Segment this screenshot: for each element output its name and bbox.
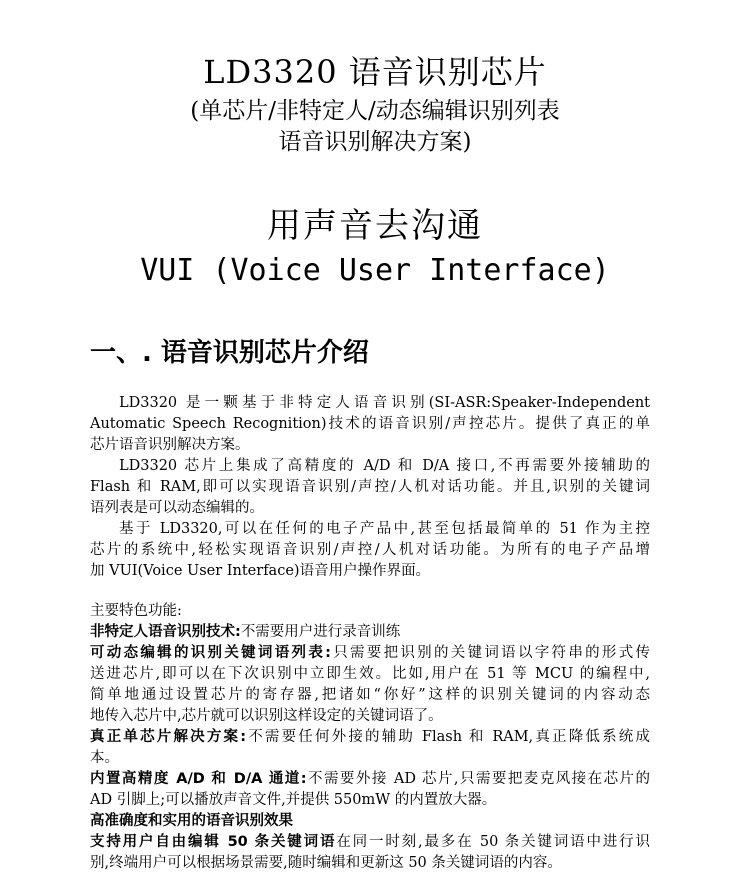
feature-label: 非特定人语音识别技术: — [90, 624, 241, 640]
feature-item — [90, 727, 650, 769]
feature-label: 高准确度和实用的语音识别效果 — [90, 813, 293, 829]
slogan-english: VUI (Voice User Interface) — [140, 253, 610, 288]
paragraph-line: LD3320 芯片上集成了高精度的 A/D 和 D/A 接口,不再需要外接辅助的 — [119, 458, 650, 474]
document-subtitle-line-1: (单芯片/非特定人/动态编辑识别列表 — [190, 98, 560, 124]
document-title: LD3320 语音识别芯片 — [203, 53, 547, 91]
feature-text: 地传入芯片中,芯片就可以识别这样设定的关键词语了。 — [90, 708, 443, 724]
feature-text: 只需要把识别的关键词语以字符串的形式传 — [330, 645, 650, 661]
paragraph-line: 芯片语音识别解决方案。 — [90, 437, 250, 453]
paragraph-line: Automatic Speech Recognition)技术的语音识别/声控芯片。提供了真正的单 — [90, 416, 650, 432]
feature-text: 别,终端用户可以根据场景需要,随时编辑和更新这 50 条关键词语的内容。 — [90, 855, 562, 871]
paragraph-line: 基于 LD3320,可以在任何的电子产品中,甚至包括最简单的 51 作为主控 — [119, 521, 650, 537]
features-heading: 主要特色功能: — [90, 603, 182, 619]
feature-text: 不需要用户进行录音训练 — [240, 624, 401, 640]
feature-item — [90, 643, 650, 727]
feature-text: AD 引脚上;可以播放声音文件,并提供 550mW 的内置放大器。 — [90, 792, 497, 808]
feature-text: 不需要任何外接的辅助 Flash 和 RAM,真正降低系统成 — [246, 729, 650, 745]
feature-label: 可动态编辑的识别关键词语列表: — [90, 645, 331, 661]
paragraph-line: LD3320 是一颗基于非特定人语音识别(SI-ASR:Speaker-Independent — [119, 395, 650, 411]
feature-text: 送进芯片,即可以在下次识别中立即生效。比如,用户在 51 等 MCU 的编程中, — [90, 666, 650, 682]
intro-paragraph-1 — [90, 393, 650, 456]
feature-text: 简单地通过设置芯片的寄存器,把诸如“你好”这样的识别关键词的内容动态 — [90, 687, 650, 703]
paragraph-line: Flash 和 RAM,即可以实现语音识别/声控/人机对话功能。并且,识别的关键词 — [90, 479, 650, 495]
feature-text: 在同一时刻,最多在 50 条关键词语中进行识 — [336, 834, 650, 850]
feature-item — [90, 769, 650, 811]
document-subtitle-line-2: 语音识别解决方案) — [278, 129, 472, 155]
feature-item — [90, 622, 650, 643]
feature-item — [90, 832, 650, 874]
feature-label: 真正单芯片解决方案: — [90, 729, 247, 745]
feature-label: 内置高精度 A/D 和 D/A 通道: — [90, 771, 307, 787]
feature-text: 不需要外接 AD 芯片,只需要把麦克风接在芯片的 — [306, 771, 650, 787]
feature-item — [90, 811, 650, 832]
intro-paragraph-2 — [90, 456, 650, 519]
intro-paragraph-3 — [90, 519, 650, 582]
slogan-chinese: 用声音去沟通 — [267, 206, 483, 246]
feature-label: 支持用户自由编辑 50 条关键词语 — [90, 834, 337, 850]
paragraph-line: 语列表是可以动态编辑的。 — [90, 500, 264, 516]
paragraph-line: 芯片的系统中,轻松实现语音识别/声控/人机对话功能。为所有的电子产品增 — [90, 542, 650, 558]
paragraph-line: 加 VUI(Voice User Interface)语音用户操作界面。 — [90, 563, 431, 579]
section-heading: 一、. 语音识别芯片介绍 — [90, 338, 369, 368]
feature-text: 本。 — [90, 750, 119, 766]
